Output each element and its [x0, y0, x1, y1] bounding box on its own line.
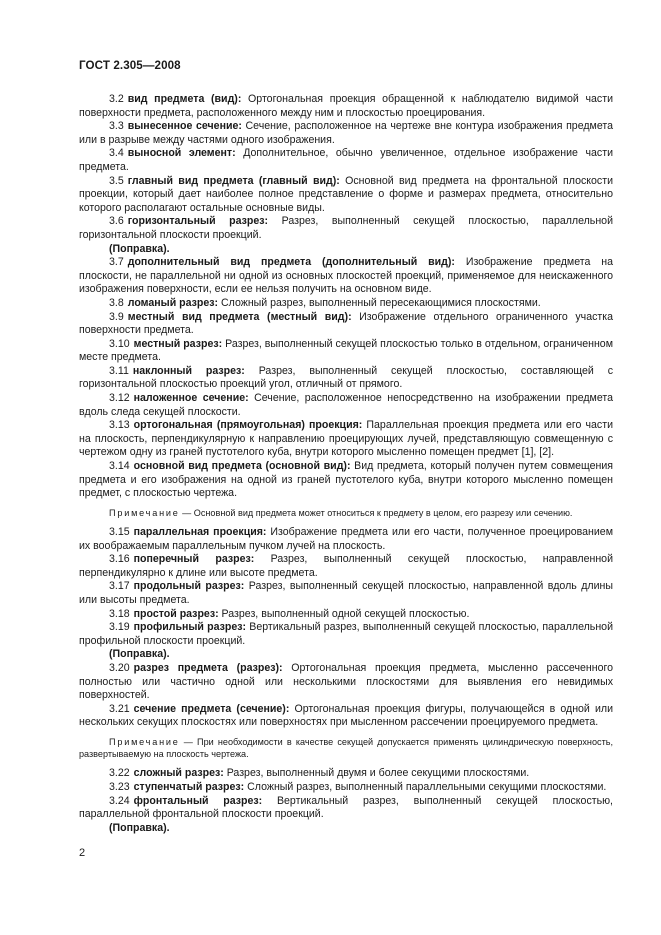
definition-text: Разрез, выполненный секущей плоскостью, направленной перпендикулярно к длине или высоте предмета.: [79, 553, 613, 579]
definition-paragraph: [79, 147, 613, 174]
definition-text: Вертикальный разрез, выполненный секущей плоскостью, параллельной профильной плоскости проекций.: [79, 621, 613, 647]
definition-paragraph: [79, 215, 613, 242]
definition-text: Дополнительное, обычно увеличенное, отдельное изображение части предмета.: [79, 147, 613, 173]
definition-paragraph: [79, 460, 613, 501]
clause-number: 3.24: [109, 794, 130, 807]
definition-paragraph: [79, 526, 613, 553]
term: основной вид предмета (основной вид):: [133, 460, 351, 473]
definition-text: Разрез, выполненный секущей плоскостью только в отдельном, ограниченном месте предмета.: [79, 337, 613, 364]
document-header: ГОСТ 2.305—2008: [79, 59, 181, 72]
clause-number: 3.11: [109, 364, 129, 377]
definition-paragraph: [79, 767, 613, 781]
definition-paragraph: [79, 175, 613, 216]
definition-text: Сложный разрез, выполненный пересекающимися плоскостями.: [218, 296, 541, 309]
definition-text: Ортогональная проекция фигуры, получающейся в одной или нескольких секущих плоскостях или поверхностях при мысленном рассечении проецируемого предмета.: [79, 702, 614, 729]
term: горизонтальный разрез:: [127, 215, 269, 228]
clause-number: 3.20: [109, 661, 130, 674]
term: профильный разрез:: [133, 621, 247, 634]
term: ломаный разрез:: [127, 296, 219, 309]
term: параллельная проекция:: [133, 526, 267, 539]
clause-number: 3.9: [109, 310, 124, 323]
clause-number: 3.18: [109, 607, 130, 620]
term: сечение предмета (сечение):: [133, 702, 290, 715]
definition-text: Ортогональная проекция обращенной к наблюдателю видимой части поверхности предмета, расположенного между ним и плоскостью проецирования.: [79, 93, 613, 119]
definition-text: Вертикальный разрез, выполненный секущей плоскостью, параллельной фронтальной плоскости проекций.: [79, 794, 614, 821]
definition-paragraph: [79, 419, 613, 460]
definition-paragraph: [79, 580, 613, 607]
note-text: — При необходимости в качестве секущей допускается применять цилиндрическую поверхность, развертываемую на плоскость чертежа.: [79, 736, 613, 760]
definition-paragraph: [79, 392, 613, 419]
amendment-note: (Поправка).: [109, 242, 170, 255]
definition-paragraph: [79, 365, 613, 392]
definition-paragraph: [79, 338, 613, 365]
amendment-note: (Поправка).: [109, 648, 170, 661]
definition-text: Разрез, выполненный одной секущей плоскостью.: [218, 607, 470, 620]
definition-text: Основной вид предмета на фронтальной плоскости проекции, который дает наиболее полное представление о форме и размерах предмета, относительно которого располагают остальные основные виды.: [79, 174, 613, 214]
definition-paragraph: [79, 662, 613, 703]
document-body: [79, 93, 613, 835]
definition-text: Изображение отдельного ограниченного участка поверхности предмета.: [79, 310, 613, 337]
note-text: — Основной вид предмета может относиться к предмету в целом, его разрезу или сечению.: [179, 507, 573, 518]
definition-text: Сечение, расположенное на чертеже вне контура изображения предмета или в разрыве между частями одного изображения.: [79, 120, 613, 146]
clause-number: 3.13: [109, 419, 130, 432]
term: дополнительный вид предмета (дополнительный вид):: [127, 256, 455, 269]
clause-number: 3.23: [109, 780, 130, 793]
clause-number: 3.21: [109, 702, 130, 715]
definition-paragraph: [79, 311, 613, 338]
definition-paragraph: [79, 608, 613, 622]
clause-number: 3.2: [109, 93, 124, 105]
definition-text: Разрез, выполненный секущей плоскостью, параллельной горизонтальной плоскости проекций.: [79, 215, 613, 241]
clause-number: 3.8: [109, 296, 124, 309]
term: фронтальный разрез:: [133, 794, 263, 807]
clause-number: 3.17: [109, 580, 130, 593]
term: выносной элемент:: [127, 147, 236, 160]
definition-text: Разрез, выполненный секущей плоскостью, направленной вдоль длины или высоты предмета.: [79, 580, 613, 606]
note-paragraph: [79, 736, 613, 760]
term: главный вид предмета (главный вид):: [127, 174, 340, 187]
term: вид предмета (вид):: [127, 93, 242, 105]
clause-number: 3.14: [109, 460, 130, 473]
definition-paragraph: [79, 256, 613, 297]
clause-number: 3.10: [109, 337, 130, 350]
definition-text: Вид предмета, который получен путем совмещения предмета и его изображения на одной из граней пустотелого куба, внутри которого мысленно помещен предмет, с плоскостью чертежа.: [79, 460, 613, 500]
term: вынесенное сечение:: [127, 120, 242, 133]
definition-paragraph: [79, 297, 613, 311]
clause-number: 3.22: [109, 767, 130, 780]
term: ортогональная (прямоугольная) проекция:: [133, 419, 363, 432]
definition-paragraph: [79, 703, 613, 730]
definition-text: Разрез, выполненный секущей плоскостью, составляющей с горизонтальной плоскостью проекций угол, отличный от прямого.: [79, 364, 614, 391]
definition-text: Изображение предмета на плоскости, не параллельной ни одной из основных плоскостей проекций, применяемое для неискаженного изображения поверхности, если ее нельзя получить на основном виде.: [79, 256, 613, 296]
clause-number: 3.19: [109, 621, 130, 634]
clause-number: 3.7: [109, 256, 124, 269]
clause-number: 3.15: [109, 526, 130, 539]
page-number: 2: [79, 847, 86, 859]
term: наклонный разрез:: [132, 364, 245, 377]
note-label: Примечание: [109, 507, 180, 518]
definition-paragraph: [79, 621, 613, 648]
term: разрез предмета (разрез):: [133, 661, 283, 674]
definition-paragraph: [79, 120, 613, 147]
definition-text: Сложный разрез, выполненный параллельными секущими плоскостями.: [244, 780, 607, 793]
clause-number: 3.4: [109, 147, 124, 160]
term: продольный разрез:: [133, 580, 245, 593]
definition-text: Параллельная проекция предмета или его части на плоскость, перпендикулярную к направлению проецирующих лучей, представляющую совмещенную с чертежом одну из граней пустотелого куба, внутри которого мысленно помещен предмет [1], [2].: [79, 419, 613, 459]
amendment-note: (Поправка).: [109, 821, 170, 834]
clause-number: 3.5: [109, 174, 124, 187]
term: местный вид предмета (местный вид):: [127, 310, 352, 323]
clause-number: 3.6: [109, 215, 124, 228]
definition-text: Сечение, расположенное непосредственно на изображении предмета вдоль следа секущей плоскости.: [79, 392, 613, 418]
term: наложенное сечение:: [133, 392, 249, 405]
term: поперечный разрез:: [133, 553, 255, 566]
clause-number: 3.3: [109, 120, 124, 133]
definition-text: Разрез, выполненный двумя и более секущими плоскостями.: [223, 767, 530, 780]
term: ступенчатый разрез:: [133, 780, 245, 793]
note-label: Примечание: [109, 736, 180, 747]
definition-text: Изображение предмета или его части, полученное проецированием их воображаемым параллельным пучком лучей на плоскость.: [79, 526, 613, 552]
definition-paragraph: [79, 553, 613, 580]
definition-paragraph: [79, 93, 613, 120]
definition-text: Ортогональная проекция предмета, мысленно рассеченного полностью или частично одной или несколькими плоскостями для выявления его невидимых поверхностей.: [79, 661, 613, 702]
term: простой разрез:: [133, 607, 219, 620]
clause-number: 3.16: [109, 553, 130, 566]
note-paragraph: [79, 507, 613, 519]
definition-paragraph: [79, 795, 613, 822]
term: местный разрез:: [133, 337, 223, 350]
clause-number: 3.12: [109, 392, 130, 405]
definition-paragraph: [79, 781, 613, 795]
term: сложный разрез:: [133, 767, 224, 780]
